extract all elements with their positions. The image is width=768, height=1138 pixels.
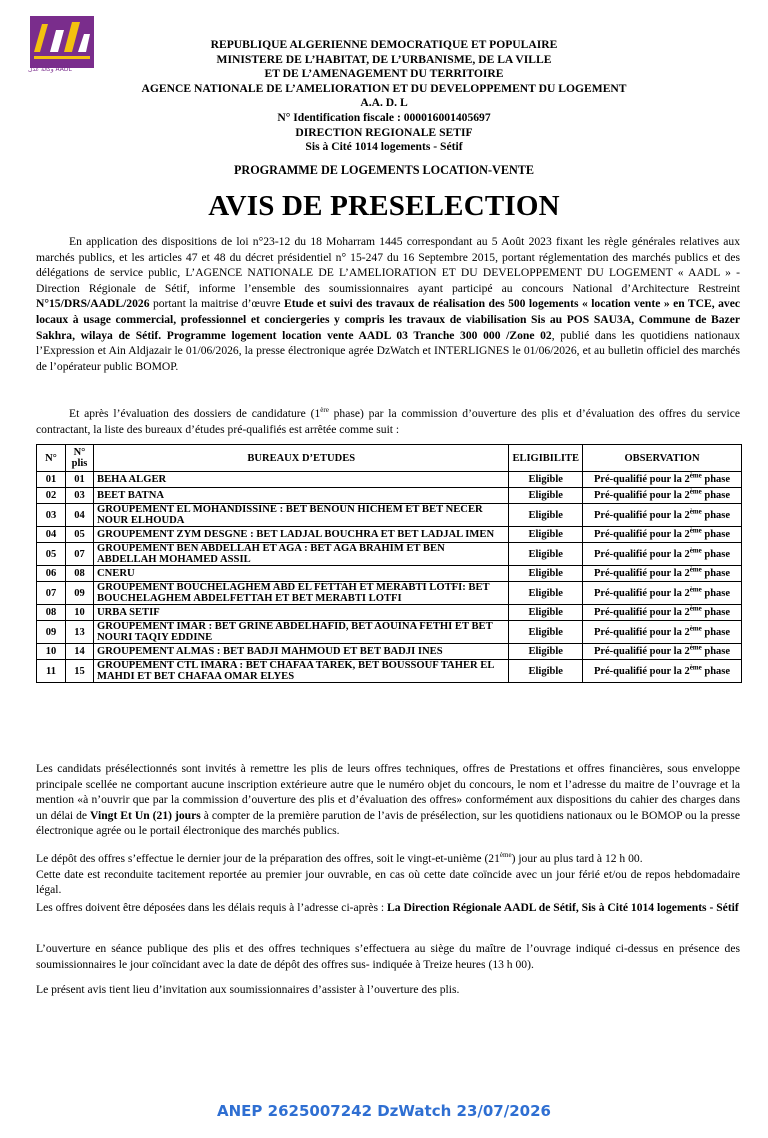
publication-reference: ANEP 2625007242 DzWatch 23/07/2026: [217, 1102, 551, 1120]
header-line: AGENCE NATIONALE DE L’AMELIORATION ET DU DEVELOPPEMENT DU LOGEMENT: [141, 81, 627, 95]
page-title: AVIS DE PRESELECTION: [208, 190, 560, 222]
header-line: ET DE L’AMENAGEMENT DU TERRITOIRE: [264, 67, 504, 81]
table-row: 03 04 GROUPEMENT EL MOHANDISSINE : BET BENOUN HICHEM ET BET NECER NOUR ELHOUDA Eligible Pré-qualifié pour la 2ème phase: [37, 504, 742, 527]
table-row: 04 05 GROUPEMENT ZYM DESGNE : BET LADJAL BOUCHRA ET BET LADJAL IMEN Eligible Pré-qualifié pour la 2ème phase: [37, 527, 742, 543]
table-row: 02 03 BEET BATNA Eligible Pré-qualifié pour la 2ème phase: [37, 488, 742, 504]
table-row: 11 15 GROUPEMENT CTL IMARA : BET CHAFAA TAREK, BET BOUSSOUF TAHER EL MAHDI ET BET CHAFAA OMAR ELYES Eligible Pré-qualifié pour la 2ème phase: [37, 660, 742, 683]
table-header-row: [37, 445, 742, 472]
deadline-paragraph: Le dépôt des offres s’effectue le dernier jour de la préparation des offres, soit le vingt-et-unième (21ème) jour au plus tard à 12 h 00. Cette date est reconduite tacitement reportée au premier jour ouvrable, en cas où cette date coïncide avec un jour férié et/ou de repos hebdomadaire légal.: [36, 851, 740, 897]
header-line: Sis à Cité 1014 logements - Sétif: [305, 140, 463, 154]
prequalified-table: [36, 444, 742, 683]
address-paragraph: Les offres doivent être déposées dans les délais requis à l’adresse ci-après : La Direction Régionale AADL de Sétif, Sis à Cité 1014 logements - Sétif: [36, 901, 739, 914]
table-row: 01 01 BEHA ALGER Eligible Pré-qualifié pour la 2ème phase: [37, 472, 742, 488]
header-line: A.A. D. L: [360, 96, 408, 110]
header-line: DIRECTION REGIONALE SETIF: [295, 125, 473, 139]
invitation-paragraph: Le présent avis tient lieu d’invitation aux soumissionnaires d’assister à l’ouverture des plis.: [36, 983, 460, 996]
table-row: 06 08 CNERU Eligible Pré-qualifié pour la 2ème phase: [37, 566, 742, 582]
instructions-paragraph: Les candidats présélectionnés sont invités à remettre les plis de leurs offres techniques, offres de Prestations et offres financières, sous enveloppe principale scellée ne comportant aucune inscription extérieure autre que le numéro objet du concours, le nom et l’adresse du maitre de l’ouvrage et la mention «à n’ouvrir que par la commission d’ouverture des plis et d’évaluation des offres» conformément aux dispositions du cahier des charges dans un délai de Vingt Et Un (21) jours à compter de la première parution de l’avis de présélection, sur les quotidiens nationaux ou le BOMOP ou la presse électronique agrée ou le portail électronique des marchés publics.: [36, 762, 740, 838]
header-line: N° Identification fiscale : 000016001405697: [277, 110, 491, 124]
col-header-eligibility: ELIGIBILITE: [509, 445, 583, 472]
opening-paragraph: L’ouverture en séance publique des plis et des offres techniques s’effectuera au siège du maître de l’ouvrage indiqué ci-dessus en présence des soumissionnaires le jour coïncidant avec la date de dépôt des offres sus- indiquée à Treize heures (13 h 00).: [36, 942, 740, 971]
col-header-number: N°: [37, 445, 66, 472]
header-line: MINISTERE DE L’HABITAT, DE L’URBANISME, DE LA VILLE: [216, 52, 552, 66]
table-row: 07 09 GROUPEMENT BOUCHELAGHEM ABD EL FETTAH ET MERABTI LOTFI: BET BOUCHELAGHEM ABDELFETTAH ET BET MERABTI LOTFI Eligible Pré-qualifié pour la 2ème phase: [37, 582, 742, 605]
header-line: REPUBLIQUE ALGERIENNE DEMOCRATIQUE ET POPULAIRE: [210, 38, 558, 51]
logo-caption: وكالة عدل AADL: [28, 66, 72, 73]
col-header-pli: N° plis: [66, 445, 94, 472]
intro-paragraph: En application des dispositions de loi n°23-12 du 18 Moharram 1445 correspondant au 5 Août 2023 fixant les règle générales relatives aux marchés publics, et les articles 47 et 48 du décret présidentiel n° 15-247 du 16 Septembre 2015, portant réglementation des marchés publics et des délégations de service public, L’AGENCE NATIONALE DE L’AMELIORATION ET DU DEVELOPPEMENT DU LOGEMENT « AADL » - Direction Régionale de Sétif, informe l’ensemble des soumissionnaires ayant participé au concours National d’Architecture Restreint N°15/DRS/AADL/2026 portant la maitrise d’œuvre Etude et suivi des travaux de réalisation des 500 logements « location vente » en TCE, avec locaux à usage commercial, professionnel et conciergeries y compris les travaux de viabilisation Sis au POS SAU3A, Commune de Bazer Sakhra, wilaya de Sétif. Programme logement location vente AADL 03 Tranche 300 000 /Zone 02, publié dans les quotidiens nationaux l’Expression et Ain Aldjazair le 01/06/2026, la presse électronique agrée DzWatch et INTERLIGNES le 01/06/2026, et au bulletin officiel des marchés de l’opérateur public BOMOP.: [36, 235, 740, 373]
evaluation-paragraph: Et après l’évaluation des dossiers de candidature (1ère phase) par la commission d’ouverture des plis et d’évaluation des offres du service contractant, la liste des bureaux d’études pré-qualifiés est arrêtée comme suit :: [36, 406, 740, 436]
table-row: 08 10 URBA SETIF Eligible Pré-qualifié pour la 2ème phase: [37, 605, 742, 621]
table-row: 05 07 GROUPEMENT BEN ABDELLAH ET AGA : BET AGA BRAHIM ET BEN ABDELLAH MOHAMED ASSIL Eligible Pré-qualifié pour la 2ème phase: [37, 543, 742, 566]
table-row: 09 13 GROUPEMENT IMAR : BET GRINE ABDELHAFID, BET AOUINA FETHI ET BET NOURI TAQIY EDDINE Eligible Pré-qualifié pour la 2ème phase: [37, 621, 742, 644]
table-row: 10 14 GROUPEMENT ALMAS : BET BADJI MAHMOUD ET BET BADJI INES Eligible Pré-qualifié pour la 2ème phase: [37, 644, 742, 660]
document-header: [0, 38, 768, 177]
col-header-observation: OBSERVATION: [583, 445, 742, 472]
col-header-bureau: BUREAUX D’ETUDES: [94, 445, 509, 472]
programme-title: PROGRAMME DE LOGEMENTS LOCATION-VENTE: [233, 162, 535, 177]
